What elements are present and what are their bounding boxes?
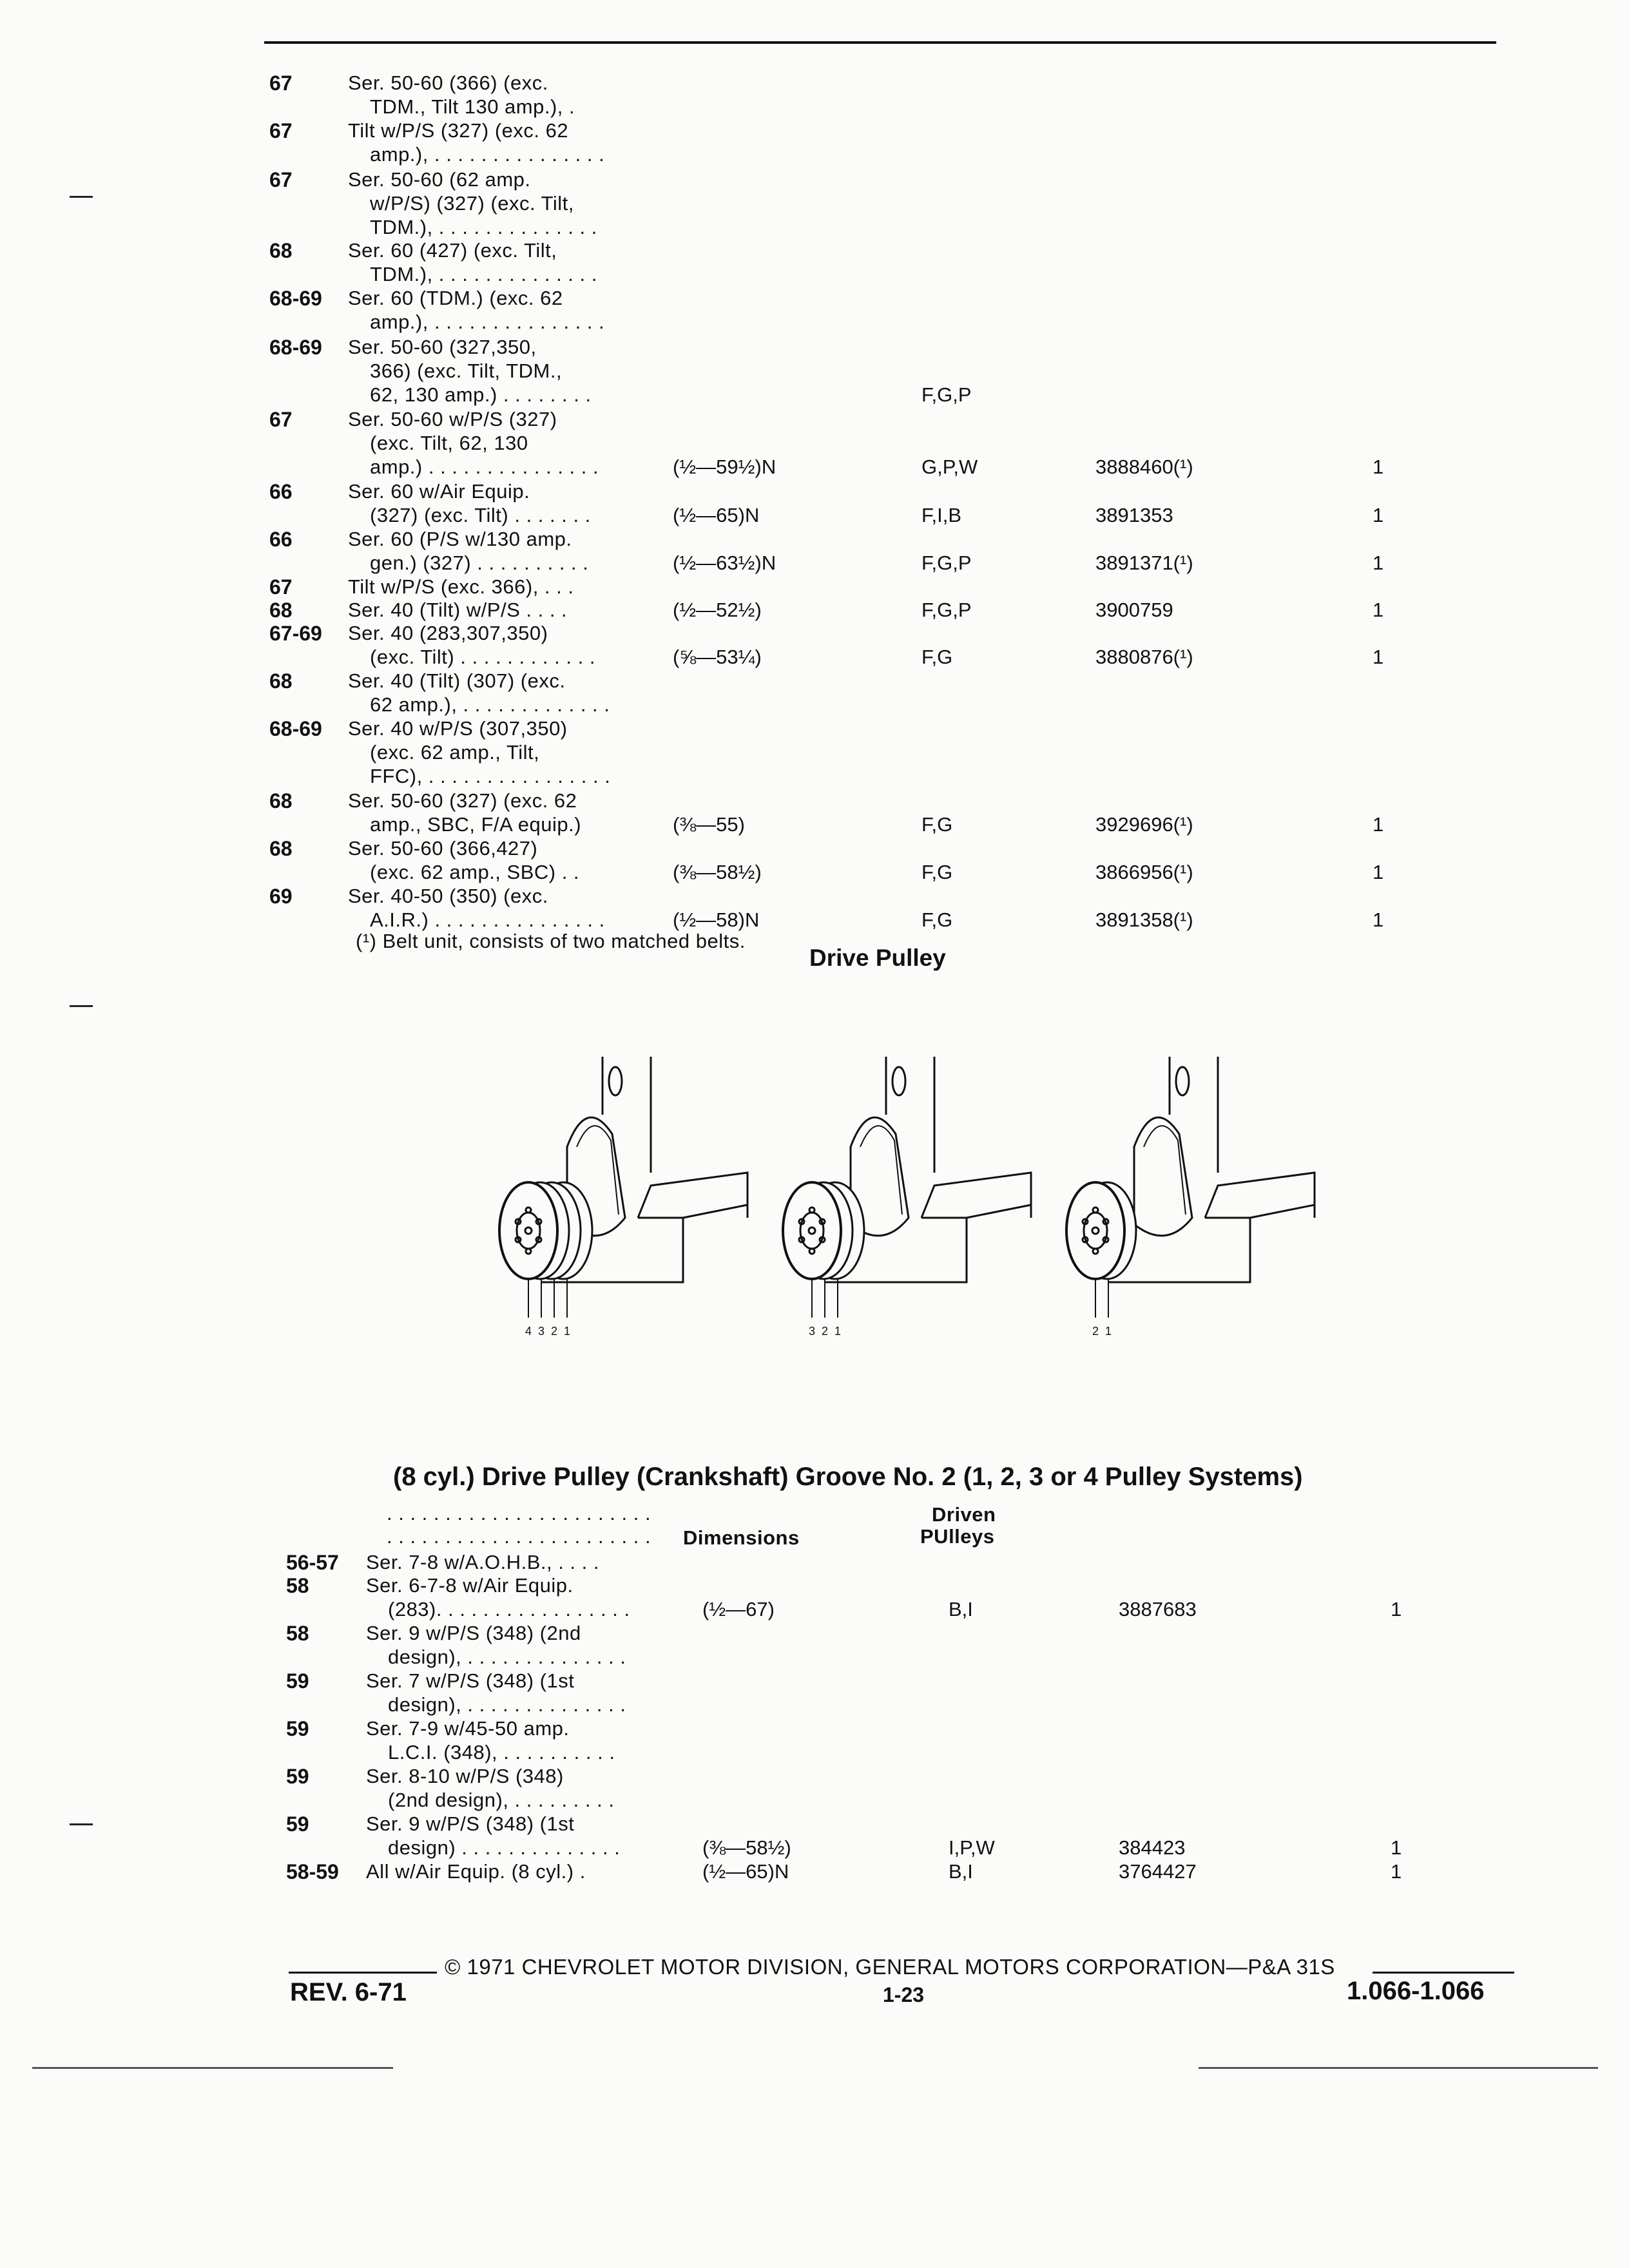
model-year: 68 xyxy=(269,789,293,812)
quantity-cell: 1 xyxy=(1373,861,1384,883)
application-description: Ser. 60 w/Air Equip. xyxy=(348,480,530,503)
drive-pulley-title: Drive Pulley xyxy=(809,945,946,971)
application-description: Ser. 60 (P/S w/130 amp. xyxy=(348,528,572,550)
application-description: amp.), . . . . . . . . . . . . . . . xyxy=(370,143,605,166)
application-description: amp., SBC, F/A equip.) xyxy=(370,813,582,836)
model-year: 58 xyxy=(286,1574,309,1597)
application-description: Ser. 40 (Tilt) w/P/S . . . . xyxy=(348,599,568,621)
dimensions-cell: (⅜—55) xyxy=(673,813,745,836)
groove-number-label: 4 xyxy=(525,1325,532,1338)
part-number-cell: 3929696(¹) xyxy=(1095,813,1193,836)
pulley-sketch xyxy=(499,1057,747,1338)
dimensions-cell: (½—63½)N xyxy=(673,552,776,574)
scan-edge-line xyxy=(1199,2067,1598,2069)
application-description: design), . . . . . . . . . . . . . . xyxy=(388,1646,626,1668)
groove-number-label: 1 xyxy=(834,1325,842,1338)
model-year: 68 xyxy=(269,837,293,860)
application-description: L.C.I. (348), . . . . . . . . . . xyxy=(388,1741,615,1763)
model-year: 67 xyxy=(269,408,293,431)
quantity-cell: 1 xyxy=(1391,1860,1402,1883)
dimensions-cell: (½—65)N xyxy=(702,1860,789,1883)
quantity-cell: 1 xyxy=(1391,1598,1402,1620)
application-description: Ser. 7-8 w/A.O.H.B., . . . . xyxy=(366,1551,599,1573)
part-number-cell: 3764427 xyxy=(1119,1860,1197,1883)
part-number-cell: 3891358(¹) xyxy=(1095,908,1193,931)
application-description: Ser. 50-60 (327,350, xyxy=(348,336,537,358)
quantity-cell: 1 xyxy=(1373,908,1384,931)
dimensions-cell: (½—52½) xyxy=(673,599,762,621)
driven-pulleys-cell: B,I xyxy=(949,1598,973,1620)
application-description: (327) (exc. Tilt) . . . . . . . xyxy=(370,504,591,526)
quantity-cell: 1 xyxy=(1373,599,1384,621)
driven-pulleys-cell: F,G xyxy=(921,646,953,668)
model-year: 58 xyxy=(286,1622,309,1645)
driven-pulleys-cell: F,G,P xyxy=(921,599,972,621)
driven-pulleys-cell: B,I xyxy=(949,1860,973,1883)
application-description: TDM.), . . . . . . . . . . . . . . xyxy=(370,216,597,238)
application-description: 366) (exc. Tilt, TDM., xyxy=(370,360,563,382)
dimensions-cell: (½—65)N xyxy=(673,504,760,526)
driven-pulleys-cell: F,I,B xyxy=(921,504,962,526)
part-number-cell: 384423 xyxy=(1119,1836,1186,1859)
groove-number-label: 2 xyxy=(1092,1325,1099,1338)
scan-edge-line xyxy=(32,2067,393,2069)
margin-mark xyxy=(70,1823,93,1825)
model-year: 68-69 xyxy=(269,287,322,310)
groove-number-label: 3 xyxy=(809,1325,816,1338)
application-description: Ser. 40 w/P/S (307,350) xyxy=(348,717,568,740)
application-description: Ser. 50-60 w/P/S (327) xyxy=(348,408,557,430)
groove-number-label: 3 xyxy=(538,1325,545,1338)
part-number-cell: 3891371(¹) xyxy=(1095,552,1193,574)
model-year: 56-57 xyxy=(286,1551,339,1574)
catalog-code: 1.066-1.066 xyxy=(1347,1977,1485,2005)
model-year: 68-69 xyxy=(269,717,322,740)
model-year: 67-69 xyxy=(269,622,322,645)
application-description: design), . . . . . . . . . . . . . . xyxy=(388,1693,626,1716)
application-description: (283). . . . . . . . . . . . . . . . . xyxy=(388,1598,630,1620)
application-description: Ser. 9 w/P/S (348) (1st xyxy=(366,1812,575,1835)
driven-pulleys-cell: F,G xyxy=(921,813,953,836)
model-year: 67 xyxy=(269,168,293,191)
belt-footnote: (¹) Belt unit, consists of two matched belts. xyxy=(356,930,746,952)
application-description: (exc. Tilt, 62, 130 xyxy=(370,432,528,454)
pulley-sketch xyxy=(783,1057,1031,1338)
application-description: design) . . . . . . . . . . . . . . xyxy=(388,1836,621,1859)
quantity-cell: 1 xyxy=(1373,646,1384,668)
copyright-line: © 1971 CHEVROLET MOTOR DIVISION, GENERAL MOTORS CORPORATION—P&A 31S xyxy=(445,1955,1335,1979)
application-description: Ser. 50-60 (62 amp. xyxy=(348,168,531,191)
model-year: 58-59 xyxy=(286,1860,339,1883)
application-description: Ser. 7 w/P/S (348) (1st xyxy=(366,1669,575,1692)
revision-label: REV. 6-71 xyxy=(290,1978,407,2006)
groove-number-label: 2 xyxy=(822,1325,829,1338)
application-description: Ser. 8-10 w/P/S (348) xyxy=(366,1765,564,1787)
model-year: 68 xyxy=(269,239,293,262)
margin-mark xyxy=(70,196,93,198)
quantity-cell: 1 xyxy=(1373,504,1384,526)
model-year: 68 xyxy=(269,669,293,693)
quantity-cell: 1 xyxy=(1373,456,1384,478)
application-description: (exc. 62 amp., Tilt, xyxy=(370,741,540,764)
application-description: Ser. 7-9 w/45-50 amp. xyxy=(366,1717,570,1740)
model-year: 67 xyxy=(269,575,293,599)
model-year: 67 xyxy=(269,119,293,142)
part-number-cell: 3900759 xyxy=(1095,599,1173,621)
groove-number-label: 1 xyxy=(564,1325,571,1338)
application-description: Tilt w/P/S (exc. 366), . . . xyxy=(348,575,574,598)
driven-pulleys-cell: F,G xyxy=(921,861,953,883)
application-description: Ser. 40 (Tilt) (307) (exc. xyxy=(348,669,566,692)
model-year: 59 xyxy=(286,1765,309,1788)
model-year: 59 xyxy=(286,1717,309,1740)
model-year: 59 xyxy=(286,1812,309,1836)
part-number-cell: 3880876(¹) xyxy=(1095,646,1193,668)
driven-pulleys-cell: F,G xyxy=(921,908,953,931)
application-description: TDM.), . . . . . . . . . . . . . . xyxy=(370,263,597,285)
crankshaft-pulley-section-title: (8 cyl.) Drive Pulley (Crankshaft) Groove No. 2 (1, 2, 3 or 4 Pulley Systems) xyxy=(393,1463,1303,1491)
application-description: gen.) (327) . . . . . . . . . . xyxy=(370,552,589,574)
groove-number-label: 2 xyxy=(551,1325,558,1338)
application-description: Ser. 50-60 (327) (exc. 62 xyxy=(348,789,577,812)
quantity-cell: 1 xyxy=(1373,552,1384,574)
quantity-cell: 1 xyxy=(1391,1836,1402,1859)
application-description: FFC), . . . . . . . . . . . . . . . . xyxy=(370,765,611,787)
model-year: 66 xyxy=(269,480,293,503)
driven-pulleys-cell: G,P,W xyxy=(921,456,978,478)
page-number: 1-23 xyxy=(883,1983,925,2006)
model-year: 69 xyxy=(269,885,293,908)
model-year: 67 xyxy=(269,72,293,95)
margin-mark xyxy=(70,1005,93,1007)
quantity-cell: 1 xyxy=(1373,813,1384,836)
column-header-dimensions: Dimensions xyxy=(683,1526,800,1549)
application-description: Ser. 60 (TDM.) (exc. 62 xyxy=(348,287,563,309)
model-year: 59 xyxy=(286,1669,309,1693)
leader-dots: . . . . . . . . . . . . . . . . . . . . . . . xyxy=(387,1525,651,1548)
model-year: 66 xyxy=(269,528,293,551)
application-description: All w/Air Equip. (8 cyl.) . xyxy=(366,1860,586,1883)
application-description: Ser. 60 (427) (exc. Tilt, xyxy=(348,239,557,262)
application-description: Tilt w/P/S (327) (exc. 62 xyxy=(348,119,569,142)
application-description: A.I.R.) . . . . . . . . . . . . . . . xyxy=(370,908,605,931)
part-number-cell: 3888460(¹) xyxy=(1095,456,1193,478)
application-description: Ser. 40 (283,307,350) xyxy=(348,622,548,644)
part-number-cell: 3887683 xyxy=(1119,1598,1197,1620)
top-rule xyxy=(264,41,1496,44)
application-description: TDM., Tilt 130 amp.), . xyxy=(370,95,575,118)
application-description: w/P/S) (327) (exc. Tilt, xyxy=(370,192,574,215)
dimensions-cell: (⅜—58½) xyxy=(673,861,762,883)
application-description: Ser. 50-60 (366,427) xyxy=(348,837,538,860)
footer-rule-left xyxy=(289,1972,437,1974)
dimensions-cell: (⅝—53¼) xyxy=(673,646,762,668)
application-description: Ser. 50-60 (366) (exc. xyxy=(348,72,548,94)
driven-pulleys-cell: F,G,P xyxy=(921,383,972,406)
column-header-pulleys: PUlleys xyxy=(920,1525,995,1548)
application-description: Ser. 9 w/P/S (348) (2nd xyxy=(366,1622,581,1644)
groove-number-label: 1 xyxy=(1105,1325,1112,1338)
dimensions-cell: (½—58)N xyxy=(673,908,760,931)
dimensions-cell: (½—67) xyxy=(702,1598,775,1620)
application-description: (2nd design), . . . . . . . . . xyxy=(388,1789,615,1811)
pulley-sketch xyxy=(1066,1057,1315,1338)
model-year: 68 xyxy=(269,599,293,622)
application-description: (exc. 62 amp., SBC) . . xyxy=(370,861,580,883)
part-number-cell: 3866956(¹) xyxy=(1095,861,1193,883)
application-description: 62, 130 amp.) . . . . . . . . xyxy=(370,383,592,406)
application-description: Ser. 6-7-8 w/Air Equip. xyxy=(366,1574,574,1597)
dimensions-cell: (½—59½)N xyxy=(673,456,776,478)
footer-rule-right xyxy=(1373,1972,1514,1974)
application-description: (exc. Tilt) . . . . . . . . . . . . xyxy=(370,646,595,668)
leader-dots: . . . . . . . . . . . . . . . . . . . . . . . xyxy=(387,1502,651,1524)
application-description: Ser. 40-50 (350) (exc. xyxy=(348,885,548,907)
model-year: 68-69 xyxy=(269,336,322,359)
application-description: 62 amp.), . . . . . . . . . . . . . xyxy=(370,693,610,716)
driven-pulleys-cell: I,P,W xyxy=(949,1836,995,1859)
driven-pulleys-cell: F,G,P xyxy=(921,552,972,574)
dimensions-cell: (⅜—58½) xyxy=(702,1836,791,1859)
drive-pulley-illustration xyxy=(490,1057,1327,1340)
column-header-driven: Driven xyxy=(932,1503,996,1526)
part-number-cell: 3891353 xyxy=(1095,504,1173,526)
application-description: amp.) . . . . . . . . . . . . . . . xyxy=(370,456,599,478)
application-description: amp.), . . . . . . . . . . . . . . . xyxy=(370,311,605,333)
